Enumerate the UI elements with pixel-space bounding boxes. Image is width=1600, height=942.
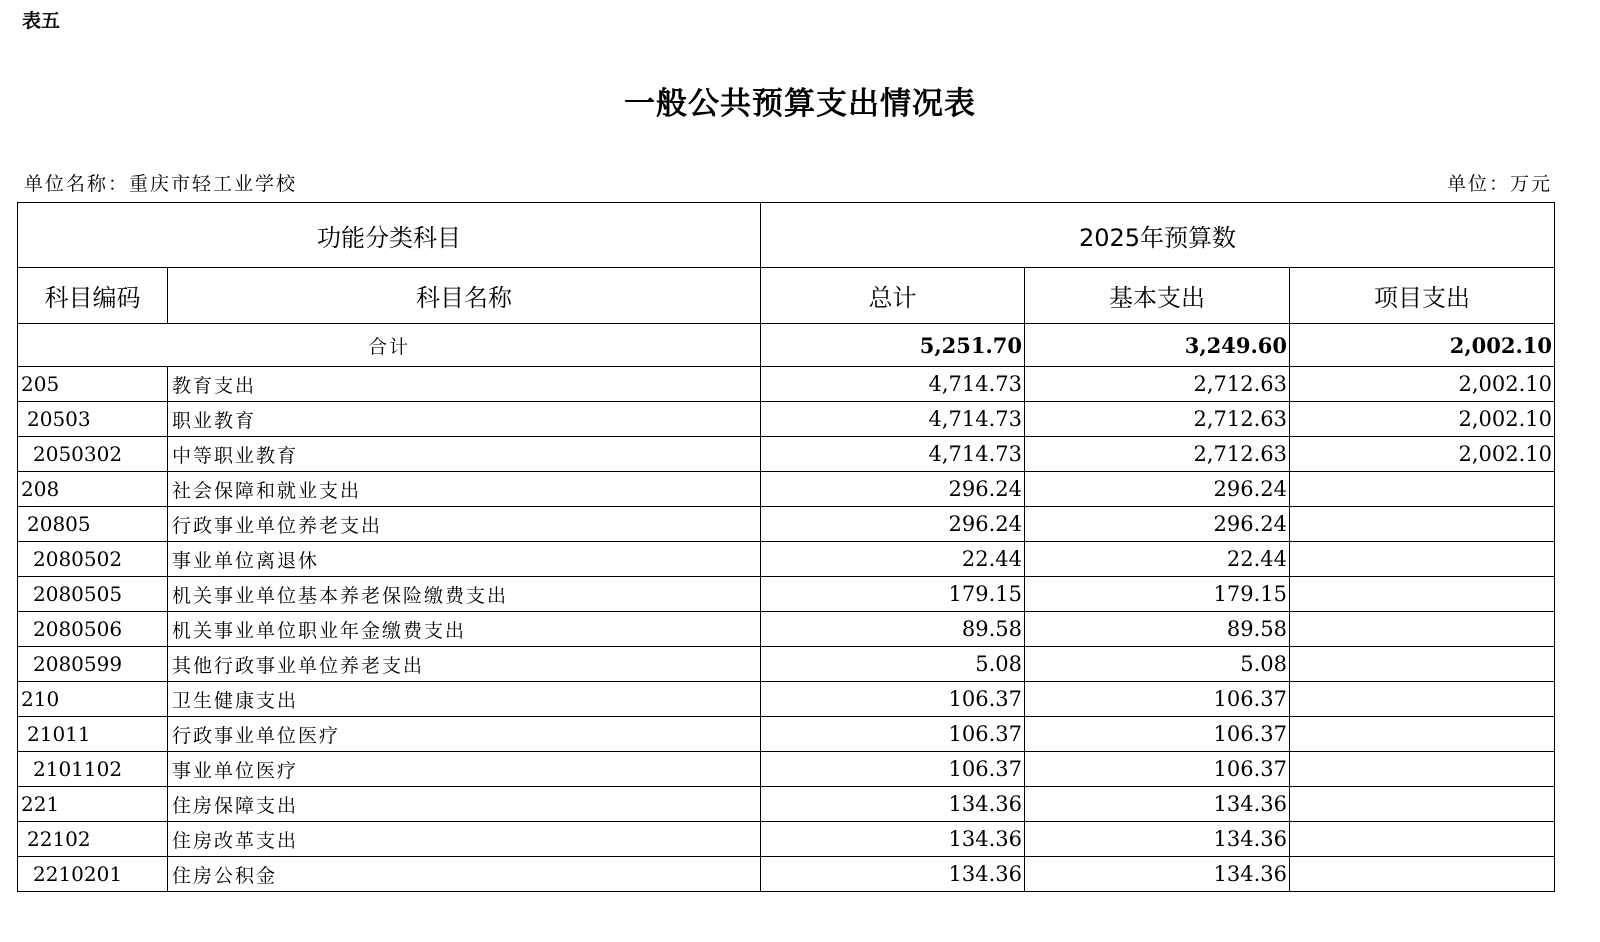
header-subject-code: 科目编码 <box>18 268 168 324</box>
project-expenditure-cell <box>1290 612 1555 647</box>
table-row <box>18 612 1555 647</box>
total-row <box>18 324 1555 367</box>
basic-expenditure-cell: 134.36 <box>1025 857 1290 892</box>
header-functional-classification: 功能分类科目 <box>18 203 761 268</box>
total-cell: 296.24 <box>761 472 1025 507</box>
project-expenditure-cell <box>1290 682 1555 717</box>
subject-name-cell: 住房公积金 <box>168 857 761 892</box>
header-column-row <box>18 268 1555 324</box>
subject-name-cell: 机关事业单位职业年金缴费支出 <box>168 612 761 647</box>
basic-expenditure-cell: 22.44 <box>1025 542 1290 577</box>
total-cell: 134.36 <box>761 822 1025 857</box>
subject-code-cell: 2210201 <box>18 857 168 892</box>
basic-expenditure-cell: 5.08 <box>1025 647 1290 682</box>
subject-code-cell: 205 <box>18 367 168 402</box>
table-row <box>18 647 1555 682</box>
subject-name-cell: 其他行政事业单位养老支出 <box>168 647 761 682</box>
subject-name-cell: 事业单位医疗 <box>168 752 761 787</box>
total-cell: 4,714.73 <box>761 402 1025 437</box>
project-expenditure-cell <box>1290 647 1555 682</box>
total-cell: 106.37 <box>761 752 1025 787</box>
table-row <box>18 437 1555 472</box>
subject-name-cell: 住房保障支出 <box>168 787 761 822</box>
header-group-row <box>18 203 1555 268</box>
total-project: 2,002.10 <box>1290 324 1555 367</box>
subject-name-cell: 行政事业单位医疗 <box>168 717 761 752</box>
basic-expenditure-cell: 2,712.63 <box>1025 402 1290 437</box>
basic-expenditure-cell: 2,712.63 <box>1025 367 1290 402</box>
currency-unit: 单位：万元 <box>1446 173 1552 195</box>
project-expenditure-cell <box>1290 717 1555 752</box>
total-cell: 296.24 <box>761 507 1025 542</box>
header-basic-expenditure: 基本支出 <box>1025 268 1290 324</box>
total-cell: 22.44 <box>761 542 1025 577</box>
table-row <box>18 367 1555 402</box>
subject-code-cell: 208 <box>18 472 168 507</box>
table-row <box>18 577 1555 612</box>
subject-code-cell: 221 <box>18 787 168 822</box>
table-row <box>18 787 1555 822</box>
subject-code-cell: 2080599 <box>18 647 168 682</box>
table-row <box>18 822 1555 857</box>
project-expenditure-cell <box>1290 752 1555 787</box>
organization-name: 单位名称：重庆市轻工业学校 <box>24 173 298 195</box>
subject-name-cell: 机关事业单位基本养老保险缴费支出 <box>168 577 761 612</box>
subject-code-cell: 2050302 <box>18 437 168 472</box>
project-expenditure-cell <box>1290 542 1555 577</box>
total-cell: 4,714.73 <box>761 367 1025 402</box>
header-budget-year: 2025年预算数 <box>761 203 1555 268</box>
subject-code-cell: 2080506 <box>18 612 168 647</box>
table-row <box>18 507 1555 542</box>
total-cell: 106.37 <box>761 682 1025 717</box>
table-row <box>18 752 1555 787</box>
total-cell: 4,714.73 <box>761 437 1025 472</box>
project-expenditure-cell <box>1290 787 1555 822</box>
project-expenditure-cell <box>1290 472 1555 507</box>
header-project-expenditure: 项目支出 <box>1290 268 1555 324</box>
subject-name-cell: 住房改革支出 <box>168 822 761 857</box>
subject-code-cell: 2101102 <box>18 752 168 787</box>
basic-expenditure-cell: 89.58 <box>1025 612 1290 647</box>
total-cell: 89.58 <box>761 612 1025 647</box>
subject-name-cell: 卫生健康支出 <box>168 682 761 717</box>
table-row <box>18 857 1555 892</box>
subject-name-cell: 行政事业单位养老支出 <box>168 507 761 542</box>
basic-expenditure-cell: 296.24 <box>1025 507 1290 542</box>
table-row <box>18 682 1555 717</box>
project-expenditure-cell <box>1290 857 1555 892</box>
budget-table <box>17 202 1555 892</box>
basic-expenditure-cell: 179.15 <box>1025 577 1290 612</box>
subject-code-cell: 20503 <box>18 402 168 437</box>
subject-code-cell: 20805 <box>18 507 168 542</box>
subject-code-cell: 22102 <box>18 822 168 857</box>
basic-expenditure-cell: 134.36 <box>1025 787 1290 822</box>
total-cell: 179.15 <box>761 577 1025 612</box>
total-cell: 5.08 <box>761 647 1025 682</box>
project-expenditure-cell: 2,002.10 <box>1290 367 1555 402</box>
basic-expenditure-cell: 296.24 <box>1025 472 1290 507</box>
project-expenditure-cell <box>1290 822 1555 857</box>
subject-code-cell: 210 <box>18 682 168 717</box>
total-sum: 5,251.70 <box>761 324 1025 367</box>
project-expenditure-cell: 2,002.10 <box>1290 402 1555 437</box>
total-label: 合计 <box>18 324 761 367</box>
total-basic: 3,249.60 <box>1025 324 1290 367</box>
project-expenditure-cell: 2,002.10 <box>1290 437 1555 472</box>
page-title: 一般公共预算支出情况表 <box>624 86 976 122</box>
subject-name-cell: 社会保障和就业支出 <box>168 472 761 507</box>
basic-expenditure-cell: 106.37 <box>1025 752 1290 787</box>
total-cell: 134.36 <box>761 787 1025 822</box>
subject-name-cell: 职业教育 <box>168 402 761 437</box>
subject-name-cell: 事业单位离退休 <box>168 542 761 577</box>
project-expenditure-cell <box>1290 507 1555 542</box>
total-cell: 134.36 <box>761 857 1025 892</box>
basic-expenditure-cell: 134.36 <box>1025 822 1290 857</box>
subject-name-cell: 中等职业教育 <box>168 437 761 472</box>
subject-code-cell: 2080505 <box>18 577 168 612</box>
basic-expenditure-cell: 106.37 <box>1025 682 1290 717</box>
header-total: 总计 <box>761 268 1025 324</box>
table-row <box>18 402 1555 437</box>
table-number-label: 表五 <box>22 10 61 32</box>
table-row <box>18 717 1555 752</box>
subject-name-cell: 教育支出 <box>168 367 761 402</box>
subject-code-cell: 2080502 <box>18 542 168 577</box>
basic-expenditure-cell: 2,712.63 <box>1025 437 1290 472</box>
table-row <box>18 542 1555 577</box>
subject-code-cell: 21011 <box>18 717 168 752</box>
table-row <box>18 472 1555 507</box>
basic-expenditure-cell: 106.37 <box>1025 717 1290 752</box>
project-expenditure-cell <box>1290 577 1555 612</box>
header-subject-name: 科目名称 <box>168 268 761 324</box>
total-cell: 106.37 <box>761 717 1025 752</box>
